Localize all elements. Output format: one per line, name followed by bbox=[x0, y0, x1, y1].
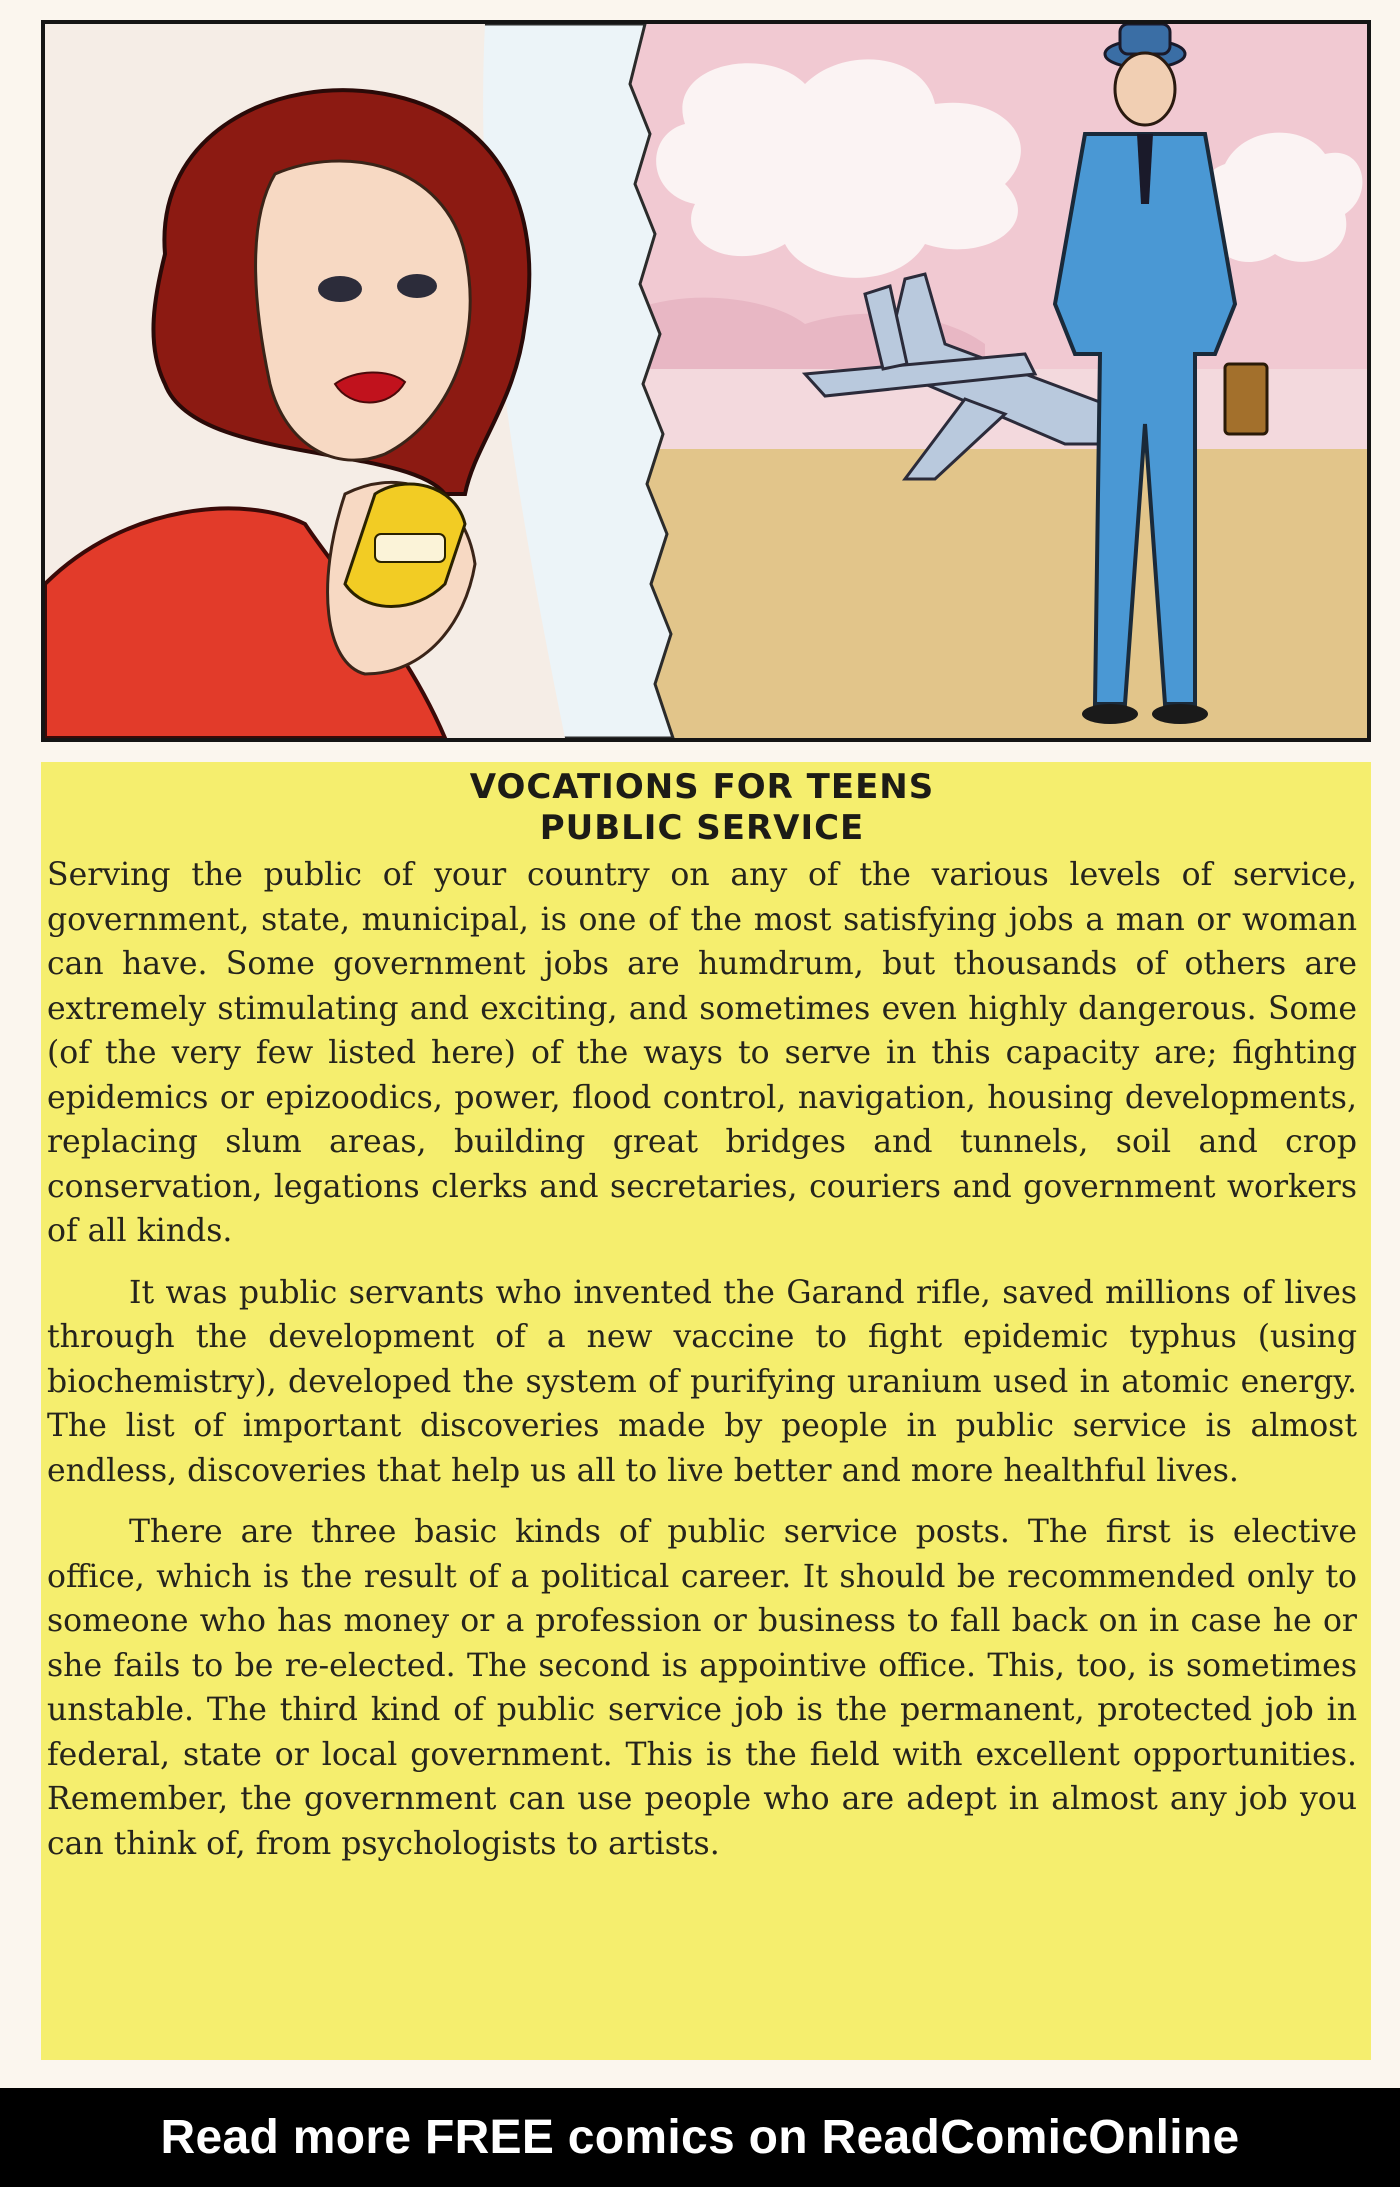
shoe bbox=[1152, 704, 1208, 724]
briefcase bbox=[1225, 364, 1267, 434]
eye bbox=[397, 274, 437, 298]
article-paragraph: It was public servants who invented the Garand rifle, saved millions of lives through the development of a new vaccine to fight epidemic typhus (using biochemistry), developed the system of purifying uranium used in atomic energy. The list of important discoveries made by people in public service is almost endless, discoveries that help us all to live better and more healthful lives. bbox=[47, 1274, 1357, 1489]
article-heading bbox=[47, 762, 1357, 849]
promo-banner[interactable] bbox=[0, 2088, 1400, 2187]
hat-crown bbox=[1120, 24, 1170, 54]
article-paragraph: Serving the public of your country on any of the various levels of service, government, state, municipal, is one of the most satisfying jobs a man or woman can have. Some government jobs are humdrum, but thousands of others are extremely stimulating and exciting, and sometimes even highly dangerous. Some (of the very few listed here) of the ways to serve in this capacity are; fighting epidemics or epizoodics, power, flood control, navigation, housing developments, replacing slum areas, building great bridges and tunnels, soil and crop conservation, legations clerks and secretaries, couriers and government workers of all kinds. bbox=[47, 857, 1357, 1249]
eye bbox=[318, 276, 362, 302]
airfield-ground bbox=[605, 444, 1367, 738]
promo-banner-text[interactable]: Read more FREE comics on ReadComicOnline bbox=[160, 2111, 1240, 2164]
article-paragraph: There are three basic kinds of public service posts. The first is elective office, which is the result of a political career. It should be recommended only to someone who has money or a profession or business to fall back on in case he or she fails to be re-elected. The second is appointive office. This, too, is sometimes unstable. The third kind of public service job is the permanent, protected job in federal, state or local government. This is the field with excellent opportunities. Remember, the government can use people who are adept in almost any job you can think of, from psychologists to artists. bbox=[47, 1514, 1357, 1862]
shoe bbox=[1082, 704, 1138, 724]
comic-panel-illustration bbox=[41, 20, 1371, 742]
telephone-dial bbox=[375, 534, 445, 562]
article-subtitle: PUBLIC SERVICE bbox=[539, 808, 865, 848]
article-title: VOCATIONS FOR TEENS bbox=[469, 767, 935, 807]
panel-artwork bbox=[45, 24, 1367, 738]
head bbox=[1115, 53, 1175, 125]
article-text-box bbox=[41, 762, 1371, 2060]
